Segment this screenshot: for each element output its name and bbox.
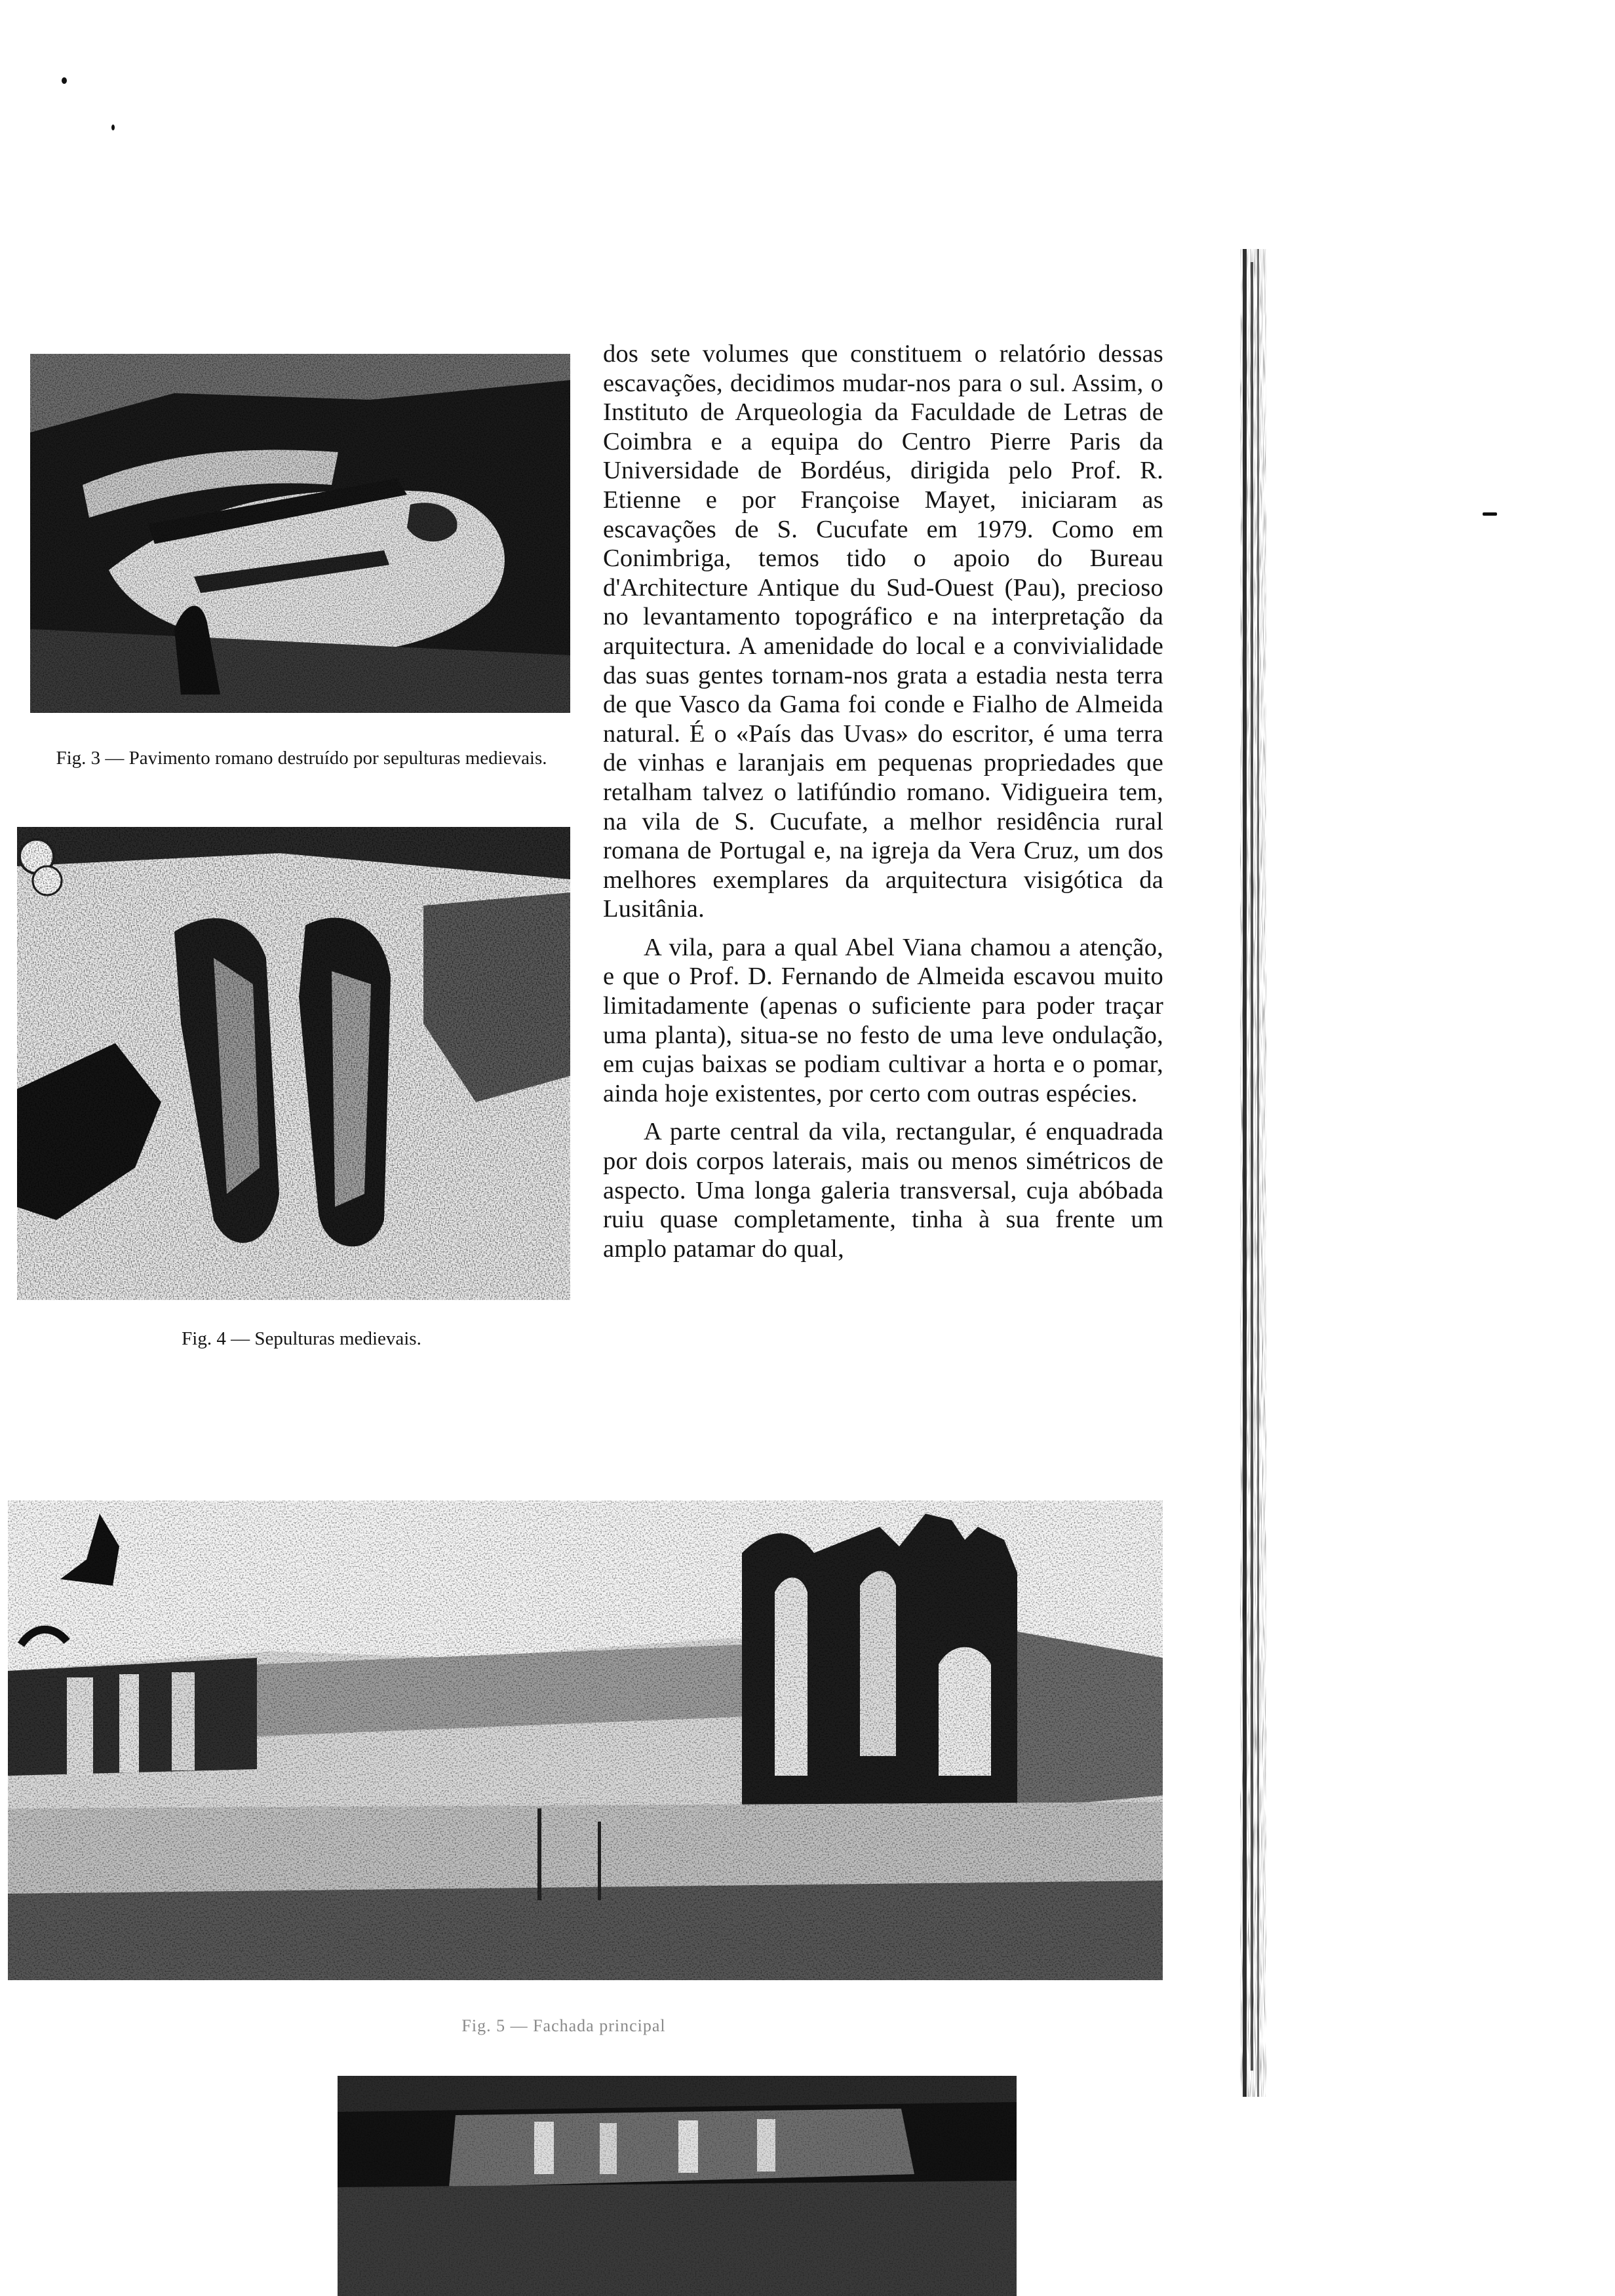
scanner-edge-artifact	[1240, 249, 1266, 2097]
paragraph: A parte central da vila, rectangular, é enquadrada por dois corpos laterais, mais ou menos simétricos de aspecto. Uma longa galeria transversal, cuja abóbada ruiu quase completamente, tinha à sua frente um amplo patamar do qual,	[603, 1118, 1163, 1263]
paragraph: dos sete volumes que constituem o relatório dessas escavações, decidimos mudar-nos para o sul. Assim, o Instituto de Arqueologia da Faculdade de Letras de Coimbra e a equipa do Centro Pierre Paris da Universidade de Bordéus, dirigida pelo Prof. R. Etienne e por Françoise Mayet, iniciaram as escavações de S. Cucufate em 1979. Como em Conimbriga, temos tido o apoio do Bureau d'Architecture Antique du Sud-Ouest (Pau), precioso no levantamento topográfico e na interpretação da arquitectura. A amenidade do local e a convivialidade das suas gentes tornam-nos grata a estadia nesta terra de que Vasco da Gama foi conde e Fialho de Almeida natural. É o «País das Uvas» do escritor, é uma terra de vinhas e laranjais em pequenas propriedades que retalham talvez o latifúndio romano. Vidigueira tem, na vila de S. Cucufate, a melhor residência rural romana de Portugal e, na igreja da Vera Cruz, um dos melhores exemplares da arquitectura visigótica da Lusitânia.	[603, 340, 1163, 923]
scan-speck	[62, 77, 67, 84]
figure-4-caption: Fig. 4 — Sepulturas medievais.	[182, 1328, 421, 1349]
figure-4-photo	[17, 827, 570, 1300]
figure-3-photo	[30, 354, 570, 713]
figure-5-caption: Fig. 5 — Fachada principal	[461, 2016, 666, 2035]
body-text-column	[603, 339, 1163, 1272]
scan-speck	[111, 124, 115, 130]
paragraph: A vila, para a qual Abel Viana chamou a atenção, e que o Prof. D. Fernando de Almeida escavou muito limitadamente (apenas o suficiente para poder traçar uma planta), situa-se no festo de uma leve ondulação, em cujas baixas se podiam cultivar a horta e o pomar, ainda hoje existentes, por certo com outras espécies.	[603, 933, 1163, 1107]
scan-speck	[1483, 512, 1497, 516]
figure-5-photo	[8, 1501, 1163, 1980]
figure-6-photo	[338, 2076, 1017, 2296]
figure-3-caption: Fig. 3 — Pavimento romano destruído por sepulturas medievais.	[56, 748, 547, 769]
